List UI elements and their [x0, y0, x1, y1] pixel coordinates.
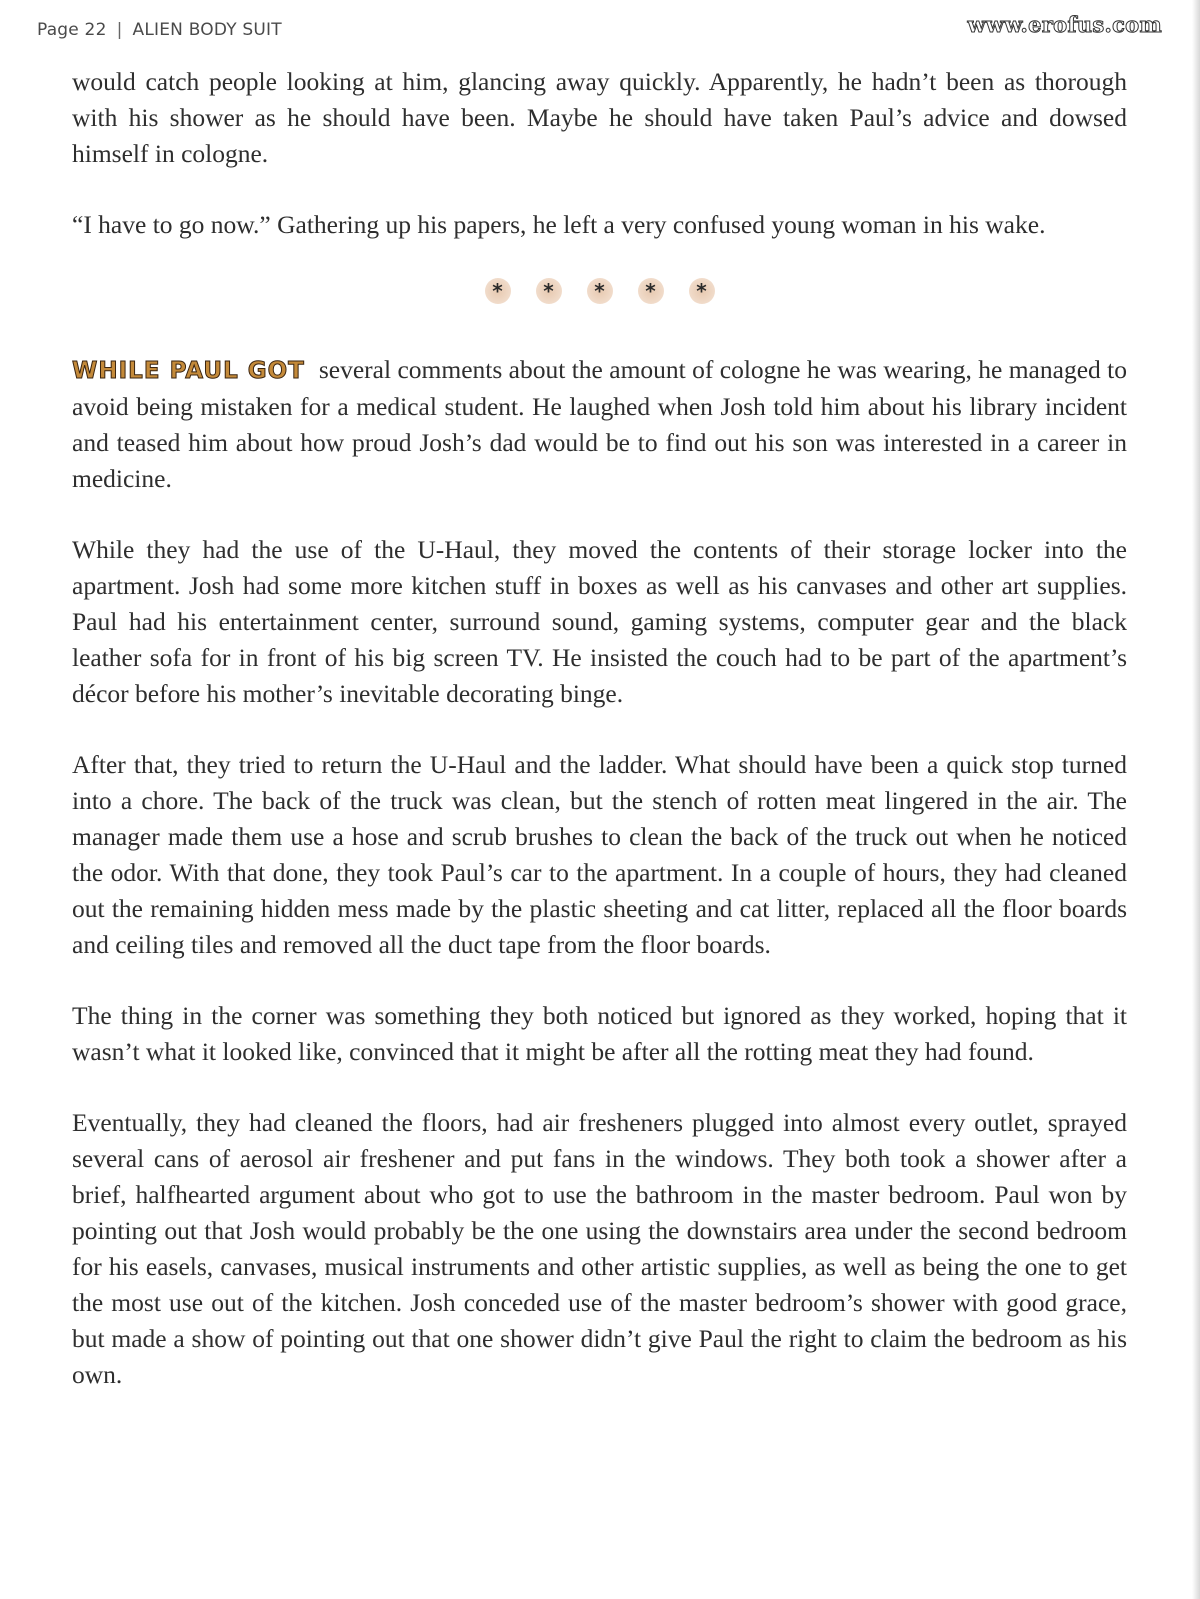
paragraph-4: While they had the use of the U-Haul, they moved the contents of their storage locker into the apartment. Josh had some more kitchen stuff in boxes as well as his canvases and other art supplies. Paul had his entertainment center, surround sound, gaming systems, computer gear and the black leather sofa for in front of his big screen TV. He insisted the couch had to be part of the apartment’s décor before his mother’s inevitable decorating binge.: [72, 535, 1127, 708]
paragraph-1: would catch people looking at him, glancing away quickly. Apparently, he hadn’t been as thorough with his shower as he should have been. Maybe he should have taken Paul’s advice and dowsed himself in cologne.: [72, 67, 1127, 168]
running-header: [37, 20, 282, 40]
paragraph-3-text: several comments about the amount of cologne he was wearing, he managed to avoid being mistaken for a medical student. He laughed when Josh told him about his library incident and teased him about how proud Josh’s dad would be to find out his son was interested in a career in medicine.: [72, 355, 1127, 493]
page-number: Page 22: [37, 20, 107, 40]
asterisk-icon: *: [638, 278, 664, 304]
asterisk-icon: *: [536, 278, 562, 304]
body-text: [72, 64, 1127, 1428]
scene-break-divider: [72, 278, 1127, 304]
header-separator: |: [116, 20, 123, 40]
asterisk-icon: *: [689, 278, 715, 304]
asterisk-icon: *: [587, 278, 613, 304]
paragraph-6: The thing in the corner was something they both noticed but ignored as they worked, hoping that it wasn’t what it looked like, convinced that it might be after all the rotting meat they had found.: [72, 1001, 1127, 1066]
watermark: www.erofus.com: [967, 12, 1162, 37]
paragraph-7: Eventually, they had cleaned the floors, had air fresheners plugged into almost every outlet, sprayed several cans of aerosol air freshener and put fans in the windows. They both took a shower after a brief, halfhearted argument about who got to use the bathroom in the master bedroom. Paul won by pointing out that Josh would probably be the one using the downstairs area under the second bedroom for his easels, canvases, musical instruments and other artistic supplies, as well as being the one to get the most use out of the kitchen. Josh conceded use of the master bedroom’s shower with good grace, but made a show of pointing out that one shower didn’t give Paul the right to claim the bedroom as his own.: [72, 1108, 1127, 1389]
paragraph-3: [72, 352, 1127, 497]
page-edge-shadow: [1192, 0, 1200, 1599]
asterisk-icon: *: [485, 278, 511, 304]
paragraph-5: After that, they tried to return the U-Haul and the ladder. What should have been a quick stop turned into a chore. The back of the truck was clean, but the stench of rotten meat lingered in the air. The manager made them use a hose and scrub brushes to clean the back of the truck out when he noticed the odor. With that done, they took Paul’s car to the apartment. In a couple of hours, they had cleaned out the remaining hidden mess made by the plastic sheeting and cat litter, replaced all the floor boards and ceiling tiles and removed all the duct tape from the floor boards.: [72, 750, 1127, 959]
chapter-lead-in: WHILE PAUL GOT: [72, 358, 305, 384]
book-title: ALIEN BODY SUIT: [132, 20, 282, 40]
paragraph-2: “I have to go now.” Gathering up his papers, he left a very confused young woman in his wake.: [72, 210, 1046, 239]
